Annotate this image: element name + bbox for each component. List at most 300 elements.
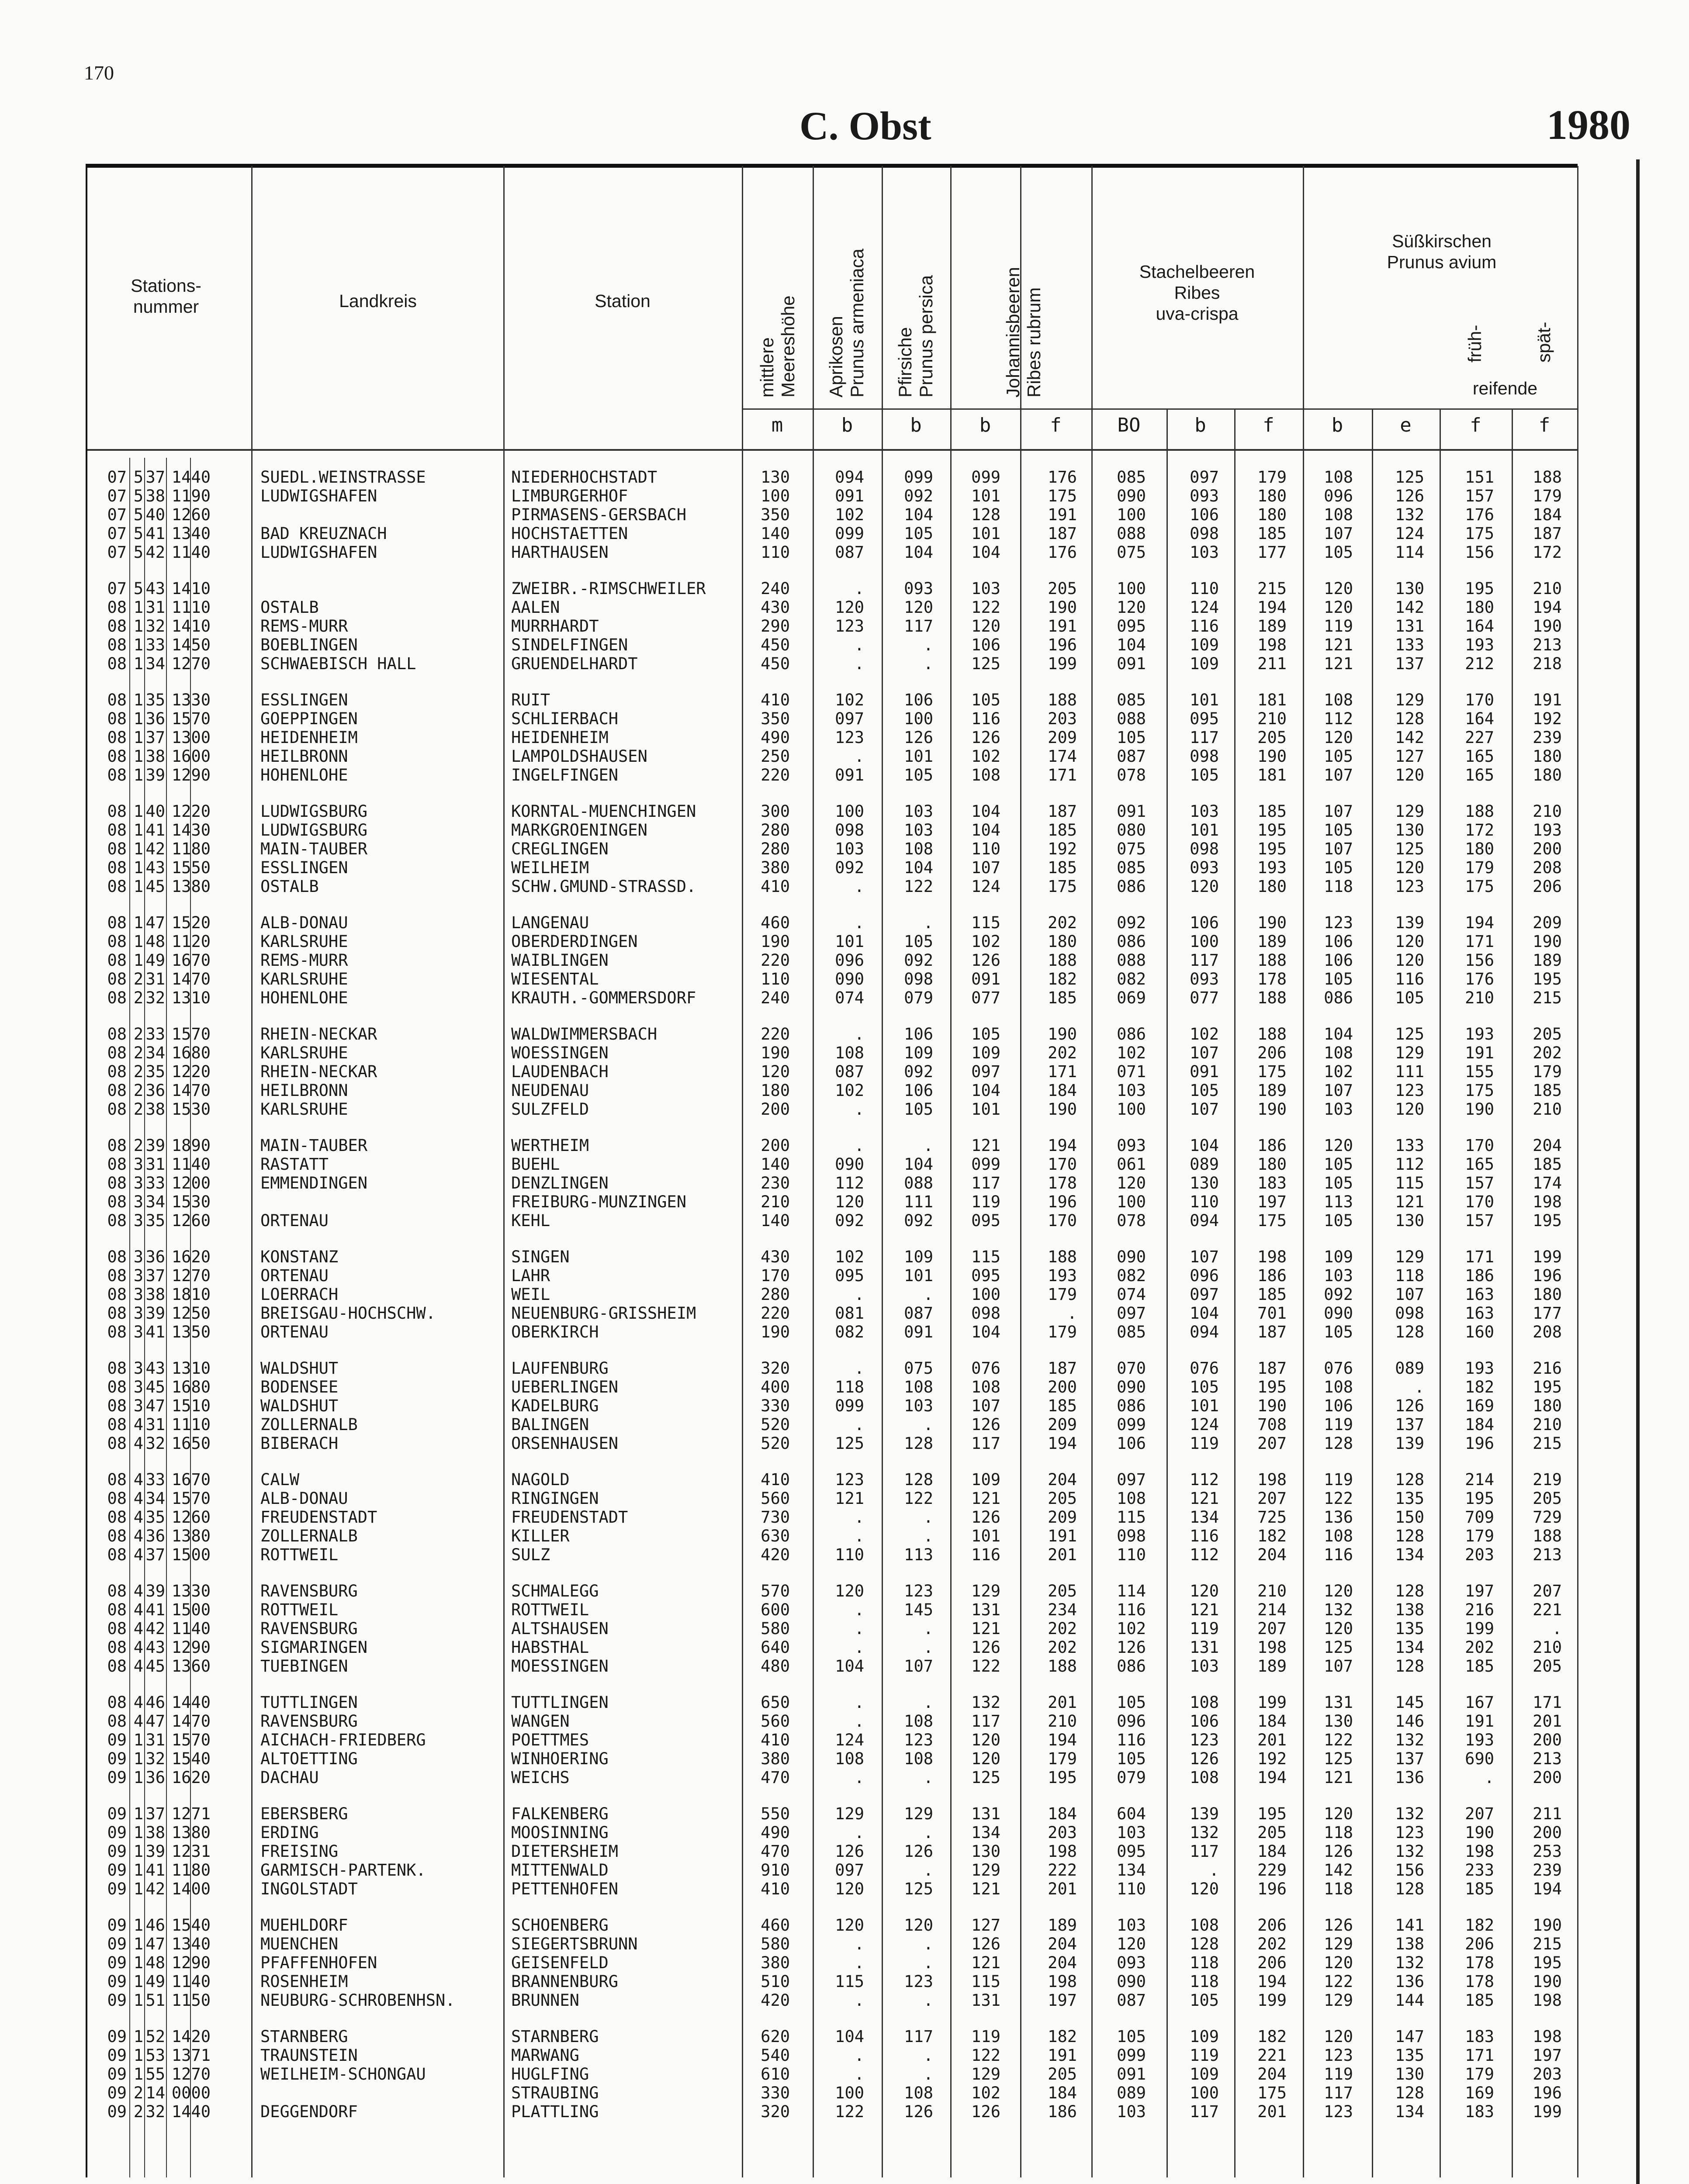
table-cell: 5: [133, 543, 143, 562]
table-cell: .: [923, 636, 933, 654]
table-cell: 1500: [171, 1600, 211, 1619]
table-cell: 108: [971, 1378, 1000, 1396]
table-cell: 207: [1465, 1804, 1494, 1823]
table-cell: 128: [1395, 1657, 1424, 1676]
table-cell: 187: [1048, 524, 1077, 543]
table-cell: 210: [1048, 1712, 1077, 1731]
table-cell: 092: [904, 1211, 933, 1230]
table-cell: 520: [761, 1415, 790, 1434]
table-cell: 3: [133, 1174, 143, 1192]
table-cell: 280: [761, 821, 790, 840]
table-cell: 1380: [171, 1527, 211, 1545]
table-cell: 240: [761, 579, 790, 598]
table-cell: LANGENAU: [511, 913, 589, 932]
table-cell: 185: [1465, 1991, 1494, 2010]
table-cell: 180: [1257, 1155, 1287, 1174]
table-cell: 101: [1190, 821, 1219, 840]
table-cell: 41: [145, 1861, 165, 1880]
header-currant-2: Ribes rubrum: [1024, 287, 1044, 397]
table-cell: 108: [1324, 505, 1353, 524]
table-cell: 123: [1395, 1823, 1424, 1842]
table-cell: 106: [904, 1081, 933, 1100]
table-cell: 103: [1117, 1916, 1146, 1935]
table-cell: 119: [1190, 1619, 1219, 1638]
table-cell: 129: [1395, 1044, 1424, 1062]
table-cell: 253: [1533, 1842, 1562, 1861]
table-cell: 1: [133, 617, 143, 636]
table-cell: 104: [971, 543, 1000, 562]
table-cell: 106: [904, 691, 933, 709]
table-cell: 120: [1324, 1136, 1353, 1155]
table-cell: 089: [1117, 2084, 1146, 2102]
table-cell: 200: [1533, 1823, 1562, 1842]
table-cell: 104: [904, 543, 933, 562]
table-cell: REMS-MURR: [260, 951, 348, 970]
table-cell: WIESENTAL: [511, 970, 599, 988]
table-cell: 104: [971, 821, 1000, 840]
table-cell: UEBERLINGEN: [511, 1378, 619, 1396]
table-cell: 1420: [171, 2027, 211, 2046]
table-cell: 120: [761, 1062, 790, 1081]
table-cell: 185: [1257, 802, 1287, 821]
table-cell: 113: [904, 1545, 933, 1564]
table-cell: 191: [1533, 691, 1562, 709]
table-cell: 076: [971, 1359, 1000, 1378]
table-cell: 110: [1190, 579, 1219, 598]
table-cell: 53: [145, 2046, 165, 2065]
table-cell: 120: [1190, 1880, 1219, 1898]
table-cell: 123: [1324, 2046, 1353, 2065]
table-cell: 210: [1533, 579, 1562, 598]
table-cell: 1: [133, 766, 143, 784]
table-cell: 1540: [171, 1749, 211, 1768]
table-cell: 191: [1048, 617, 1077, 636]
table-cell: LAUDENBACH: [511, 1062, 609, 1081]
table-cell: 124: [971, 877, 1000, 896]
table-cell: 179: [1465, 858, 1494, 877]
table-cell: 108: [1324, 691, 1353, 709]
table-cell: 184: [1048, 1804, 1077, 1823]
table-cell: 08: [107, 1136, 127, 1155]
table-cell: 1: [133, 1953, 143, 1972]
table-cell: 090: [835, 1155, 864, 1174]
table-cell: 105: [971, 1025, 1000, 1044]
table-cell: 205: [1533, 1489, 1562, 1508]
table-cell: 120: [1117, 1174, 1146, 1192]
table-cell: NEUENBURG-GRISSHEIM: [511, 1304, 696, 1323]
table-cell: 185: [1465, 1657, 1494, 1676]
table-cell: 118: [1395, 1266, 1424, 1285]
table-cell: 198: [1465, 1842, 1494, 1861]
table-cell: 708: [1257, 1415, 1287, 1434]
table-cell: 092: [1117, 913, 1146, 932]
table-cell: 1: [133, 1972, 143, 1991]
table-cell: 106: [1324, 951, 1353, 970]
table-cell: HABSTHAL: [511, 1638, 589, 1657]
table-cell: 134: [1190, 1508, 1219, 1527]
table-cell: 400: [761, 1378, 790, 1396]
table-cell: 184: [1048, 1081, 1077, 1100]
table-cell: 214: [1257, 1600, 1287, 1619]
table-cell: 125: [971, 1768, 1000, 1787]
table-cell: 09: [107, 1916, 127, 1935]
table-cell: EBERSBERG: [260, 1804, 348, 1823]
table-cell: 37: [145, 1266, 165, 1285]
table-cell: 5: [133, 468, 143, 487]
table-cell: 2: [133, 1100, 143, 1119]
table-cell: 116: [1395, 970, 1424, 988]
table-cell: 091: [904, 1323, 933, 1341]
table-cell: 207: [1257, 1489, 1287, 1508]
table-cell: 126: [1324, 1842, 1353, 1861]
table-cell: 1: [133, 1991, 143, 2010]
table-cell: 250: [761, 747, 790, 766]
table-cell: 08: [107, 1638, 127, 1657]
table-cell: 1140: [171, 1972, 211, 1991]
table-cell: 183: [1465, 2102, 1494, 2121]
table-cell: 227: [1465, 728, 1494, 747]
table-cell: MURRHARDT: [511, 617, 599, 636]
table-cell: 110: [971, 840, 1000, 858]
table-cell: 39: [145, 766, 165, 784]
table-cell: 280: [761, 840, 790, 858]
table-cell: 109: [904, 1044, 933, 1062]
table-cell: 169: [1465, 1396, 1494, 1415]
table-cell: 610: [761, 2065, 790, 2084]
table-cell: 139: [1395, 1434, 1424, 1453]
table-cell: 37: [145, 468, 165, 487]
table-cell: 194: [1048, 1434, 1077, 1453]
table-cell: 08: [107, 970, 127, 988]
table-cell: 38: [145, 747, 165, 766]
table-cell: 188: [1465, 802, 1494, 821]
table-cell: .: [923, 1823, 933, 1842]
table-cell: 103: [1324, 1100, 1353, 1119]
table-cell: 1410: [171, 579, 211, 598]
table-cell: 134: [971, 1823, 1000, 1842]
table-cell: 087: [1117, 747, 1146, 766]
table-cell: 099: [971, 1155, 1000, 1174]
table-cell: 180: [1533, 747, 1562, 766]
table-cell: 08: [107, 1266, 127, 1285]
table-cell: 42: [145, 1880, 165, 1898]
table-cell: .: [854, 913, 864, 932]
table-cell: 120: [1190, 1582, 1219, 1600]
table-cell: 163: [1465, 1304, 1494, 1323]
table-cell: 200: [1533, 840, 1562, 858]
table-cell: 092: [835, 858, 864, 877]
table-cell: .: [923, 1508, 933, 1527]
table-cell: 109: [904, 1248, 933, 1266]
table-cell: WALDSHUT: [260, 1396, 339, 1415]
table-cell: 119: [1324, 617, 1353, 636]
grid-vline: [503, 166, 505, 2177]
table-cell: RAVENSBURG: [260, 1619, 358, 1638]
table-cell: 182: [1465, 1378, 1494, 1396]
table-cell: 070: [1117, 1359, 1146, 1378]
table-cell: 179: [1048, 1749, 1077, 1768]
table-cell: 320: [761, 2102, 790, 2121]
grid-hline: [742, 408, 1577, 410]
table-cell: 082: [1117, 970, 1146, 988]
table-cell: 186: [1257, 1136, 1287, 1155]
table-cell: 122: [835, 2102, 864, 2121]
table-cell: 129: [1395, 691, 1424, 709]
table-cell: 180: [1533, 1396, 1562, 1415]
table-cell: 198: [1533, 2027, 1562, 2046]
table-cell: 079: [904, 988, 933, 1007]
table-cell: 171: [1465, 1248, 1494, 1266]
table-cell: WEICHS: [511, 1768, 570, 1787]
table-cell: 188: [1048, 951, 1077, 970]
table-cell: 184: [1533, 505, 1562, 524]
table-cell: 109: [1190, 654, 1219, 673]
table-cell: 179: [1257, 468, 1287, 487]
table-cell: 197: [1257, 1192, 1287, 1211]
table-cell: 105: [1190, 1378, 1219, 1396]
table-cell: 08: [107, 1174, 127, 1192]
table-cell: 112: [1190, 1545, 1219, 1564]
table-cell: 195: [1257, 821, 1287, 840]
table-cell: 120: [835, 1880, 864, 1898]
table-cell: 179: [1465, 1527, 1494, 1545]
table-cell: 120: [1395, 932, 1424, 951]
table-cell: 120: [1395, 951, 1424, 970]
table-cell: 175: [1465, 1081, 1494, 1100]
table-cell: 117: [904, 617, 933, 636]
table-cell: 119: [971, 1192, 1000, 1211]
table-cell: 076: [1324, 1359, 1353, 1378]
table-cell: STRAUBING: [511, 2084, 599, 2102]
table-cell: 086: [1117, 932, 1146, 951]
table-cell: 08: [107, 1527, 127, 1545]
table-cell: 164: [1465, 617, 1494, 636]
table-cell: 118: [1190, 1972, 1219, 1991]
table-cell: 105: [1117, 1693, 1146, 1712]
table-cell: 108: [1190, 1768, 1219, 1787]
table-cell: 32: [145, 617, 165, 636]
unit-label: m: [771, 414, 783, 436]
table-cell: REMS-MURR: [260, 617, 348, 636]
table-cell: 34: [145, 1489, 165, 1508]
table-cell: 181: [1257, 766, 1287, 784]
table-cell: 191: [1048, 505, 1077, 524]
unit-label: f: [1470, 414, 1481, 436]
table-cell: HOHENLOHE: [260, 766, 348, 784]
table-cell: 171: [1048, 766, 1077, 784]
table-cell: 1650: [171, 1434, 211, 1453]
table-cell: 32: [145, 1434, 165, 1453]
table-cell: 1: [133, 747, 143, 766]
table-cell: 08: [107, 913, 127, 932]
table-cell: .: [854, 1768, 864, 1787]
table-cell: 210: [761, 1192, 790, 1211]
table-cell: 141: [1395, 1916, 1424, 1935]
table-cell: 190: [761, 932, 790, 951]
table-cell: 120: [971, 1731, 1000, 1749]
table-cell: 097: [835, 1861, 864, 1880]
table-cell: 130: [1395, 821, 1424, 840]
table-cell: 114: [1117, 1582, 1146, 1600]
table-cell: 204: [1257, 1545, 1287, 1564]
table-cell: 130: [1324, 1712, 1353, 1731]
table-cell: 116: [971, 1545, 1000, 1564]
table-cell: .: [923, 2046, 933, 2065]
table-cell: 36: [145, 709, 165, 728]
table-cell: 48: [145, 932, 165, 951]
table-cell: 132: [971, 1693, 1000, 1712]
table-cell: 213: [1533, 636, 1562, 654]
table-cell: ESSLINGEN: [260, 691, 348, 709]
table-cell: 106: [1190, 1712, 1219, 1731]
table-cell: 106: [1190, 913, 1219, 932]
table-cell: 156: [1465, 543, 1494, 562]
table-cell: 090: [1117, 487, 1146, 505]
table-cell: 410: [761, 877, 790, 896]
table-cell: 125: [1395, 840, 1424, 858]
table-cell: .: [923, 654, 933, 673]
table-cell: 490: [761, 1823, 790, 1842]
table-cell: 098: [1190, 524, 1219, 543]
table-cell: 33: [145, 1470, 165, 1489]
table-cell: 193: [1465, 1359, 1494, 1378]
table-cell: 115: [971, 1972, 1000, 1991]
page-number: 170: [84, 62, 114, 84]
table-cell: 41: [145, 821, 165, 840]
table-cell: 206: [1257, 1044, 1287, 1062]
table-cell: 082: [1117, 1266, 1146, 1285]
table-cell: 131: [1324, 1693, 1353, 1712]
table-cell: 101: [971, 1527, 1000, 1545]
table-cell: 117: [1190, 951, 1219, 970]
table-cell: 2: [133, 1081, 143, 1100]
table-cell: 187: [1048, 1359, 1077, 1378]
table-cell: 380: [761, 858, 790, 877]
table-cell: 410: [761, 1880, 790, 1898]
table-cell: ALB-DONAU: [260, 1489, 348, 1508]
table-cell: 164: [1465, 709, 1494, 728]
table-cell: 39: [145, 1582, 165, 1600]
header-cherry-late: spät-: [1533, 321, 1554, 363]
table-cell: 150: [1395, 1508, 1424, 1527]
table-cell: 091: [1117, 802, 1146, 821]
table-cell: 3: [133, 1323, 143, 1341]
table-cell: 189: [1257, 617, 1287, 636]
header-currant-1: Johannisbeeren: [1003, 267, 1023, 397]
table-cell: LUDWIGSHAFEN: [260, 487, 377, 505]
table-cell: 1: [133, 951, 143, 970]
table-cell: 100: [835, 802, 864, 821]
table-cell: 1440: [171, 1693, 211, 1712]
table-cell: 102: [835, 505, 864, 524]
table-cell: ALTSHAUSEN: [511, 1619, 609, 1638]
table-cell: 102: [1117, 1619, 1146, 1638]
table-cell: TUTTLINGEN: [511, 1693, 609, 1712]
table-cell: 206: [1533, 877, 1562, 896]
table-cell: 1330: [171, 691, 211, 709]
table-cell: 204: [1048, 1953, 1077, 1972]
table-cell: 135: [1395, 1619, 1424, 1638]
table-cell: 1: [133, 1935, 143, 1953]
table-cell: 075: [1117, 543, 1146, 562]
grid-vline: [251, 166, 253, 2177]
table-cell: 195: [1533, 1953, 1562, 1972]
table-cell: 36: [145, 1248, 165, 1266]
table-cell: WOESSINGEN: [511, 1044, 609, 1062]
table-cell: 120: [1324, 1804, 1353, 1823]
table-cell: 48: [145, 1953, 165, 1972]
table-cell: 420: [761, 1991, 790, 2010]
table-cell: 107: [1190, 1248, 1219, 1266]
table-cell: .: [854, 1953, 864, 1972]
table-cell: KEHL: [511, 1211, 550, 1230]
table-cell: 179: [1048, 1323, 1077, 1341]
table-cell: 087: [835, 1062, 864, 1081]
table-cell: 101: [904, 1266, 933, 1285]
table-cell: 09: [107, 2027, 127, 2046]
table-cell: 120: [1324, 598, 1353, 617]
table-cell: 098: [1190, 747, 1219, 766]
table-cell: 112: [1395, 1155, 1424, 1174]
table-cell: 178: [1465, 1972, 1494, 1991]
table-cell: 145: [1395, 1693, 1424, 1712]
table-cell: 103: [1190, 802, 1219, 821]
table-cell: 195: [1048, 1768, 1077, 1787]
table-cell: 184: [1465, 1415, 1494, 1434]
table-cell: 198: [1257, 636, 1287, 654]
table-cell: 111: [904, 1192, 933, 1211]
table-cell: 204: [1048, 1470, 1077, 1489]
table-cell: 074: [1117, 1285, 1146, 1304]
table-cell: 08: [107, 988, 127, 1007]
table-cell: 109: [1190, 2027, 1219, 2046]
table-cell: 094: [1190, 1211, 1219, 1230]
table-cell: 103: [904, 1396, 933, 1415]
table-cell: 630: [761, 1527, 790, 1545]
table-cell: 090: [1117, 1378, 1146, 1396]
table-cell: 089: [1395, 1359, 1424, 1378]
table-cell: ORTENAU: [260, 1323, 329, 1341]
table-cell: 104: [1117, 636, 1146, 654]
header-cherry: Süßkirschen Prunus avium: [1387, 231, 1497, 272]
table-cell: 210: [1465, 988, 1494, 1007]
table-cell: 104: [1190, 1304, 1219, 1323]
table-cell: LIMBURGERHOF: [511, 487, 628, 505]
table-cell: 170: [1465, 1136, 1494, 1155]
table-cell: 40: [145, 802, 165, 821]
table-cell: 180: [1465, 598, 1494, 617]
table-cell: .: [854, 579, 864, 598]
table-cell: 094: [1190, 1323, 1219, 1341]
table-cell: 120: [904, 598, 933, 617]
table-cell: 097: [1117, 1304, 1146, 1323]
table-cell: BALINGEN: [511, 1415, 589, 1434]
table-cell: .: [923, 1768, 933, 1787]
table-cell: 151: [1465, 468, 1494, 487]
table-cell: NEUBURG-SCHROBENHSN.: [260, 1991, 455, 2010]
table-cell: 101: [971, 487, 1000, 505]
table-cell: LUDWIGSBURG: [260, 821, 368, 840]
table-cell: 196: [1533, 2084, 1562, 2102]
table-cell: 118: [835, 1378, 864, 1396]
table-cell: 099: [904, 468, 933, 487]
table-cell: 095: [835, 1266, 864, 1285]
table-cell: 121: [1324, 654, 1353, 673]
table-cell: 101: [971, 1100, 1000, 1119]
table-cell: PLATTLING: [511, 2102, 599, 2121]
table-cell: 176: [1048, 468, 1077, 487]
table-cell: 133: [1395, 1136, 1424, 1155]
